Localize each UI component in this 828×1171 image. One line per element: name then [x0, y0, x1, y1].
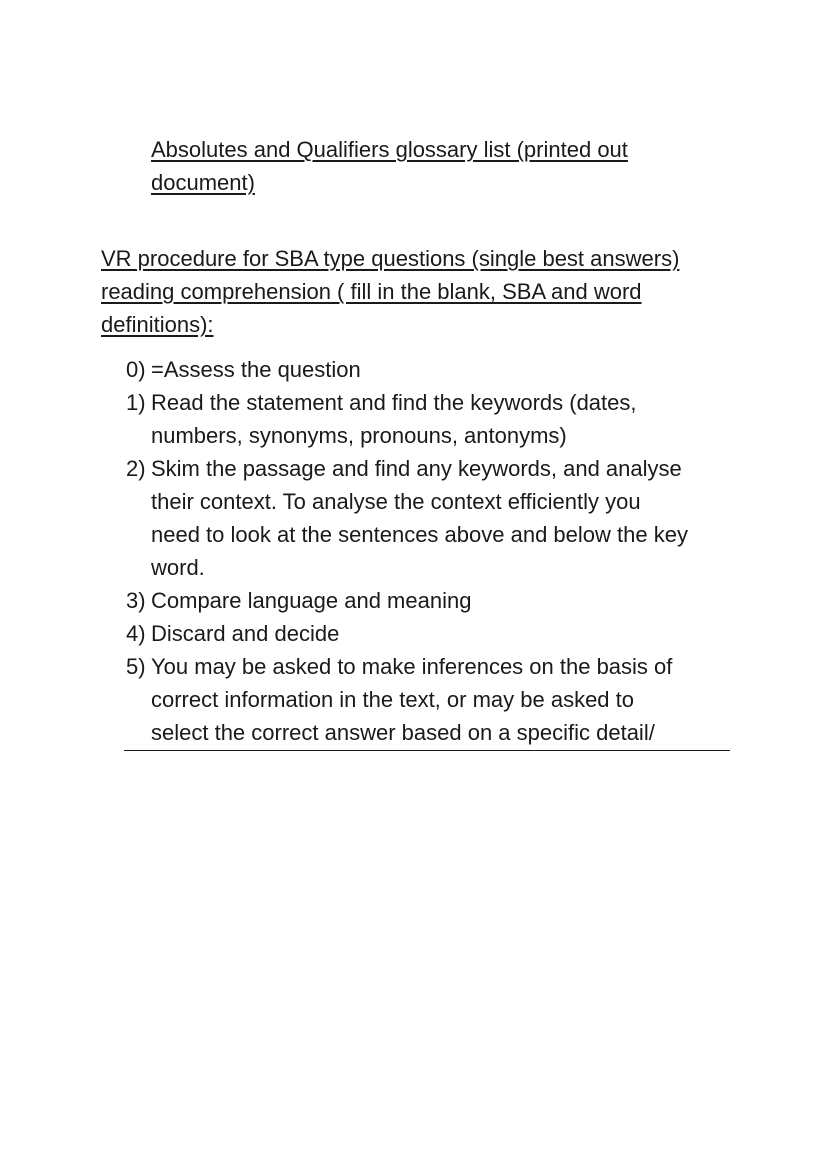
step-0-text: =Assess the question	[151, 357, 361, 382]
step-2-text-line-1: Skim the passage and find any keywords, and analyse	[151, 456, 682, 481]
step-5-text-line-1: You may be asked to make inferences on the basis of	[151, 654, 673, 679]
step-2-text-line-4: word.	[151, 555, 205, 580]
procedure-heading-line-2: reading comprehension ( fill in the blank, SBA and word	[101, 279, 642, 304]
step-1-text-line-1: Read the statement and find the keywords (dates,	[151, 390, 637, 415]
step-1-number: 1)	[126, 390, 146, 415]
procedure-heading-line-1: VR procedure for SBA type questions (single best answers)	[101, 246, 680, 271]
step-5-text-line-2: correct information in the text, or may be asked to	[151, 687, 635, 712]
step-5-text-line-3: select the correct answer based on a specific detail/	[151, 720, 655, 745]
step-4-text: Discard and decide	[151, 621, 340, 646]
step-3-text: Compare language and meaning	[151, 588, 472, 613]
glossary-heading-line-2: document)	[151, 170, 255, 195]
step-2-text-line-3: need to look at the sentences above and below the key	[151, 522, 688, 547]
step-0-number: 0)	[126, 357, 146, 382]
step-2-number: 2)	[126, 456, 146, 481]
horizontal-rule	[124, 750, 730, 751]
glossary-heading-line-1: Absolutes and Qualifiers glossary list (printed out	[151, 137, 628, 162]
step-2-text-line-2: their context. To analyse the context efficiently you	[151, 489, 641, 514]
step-3-number: 3)	[126, 588, 146, 613]
procedure-heading-line-3: definitions):	[101, 312, 214, 337]
step-1-text-line-2: numbers, synonyms, pronouns, antonyms)	[151, 423, 567, 448]
step-4-number: 4)	[126, 621, 146, 646]
step-5-number: 5)	[126, 654, 146, 679]
